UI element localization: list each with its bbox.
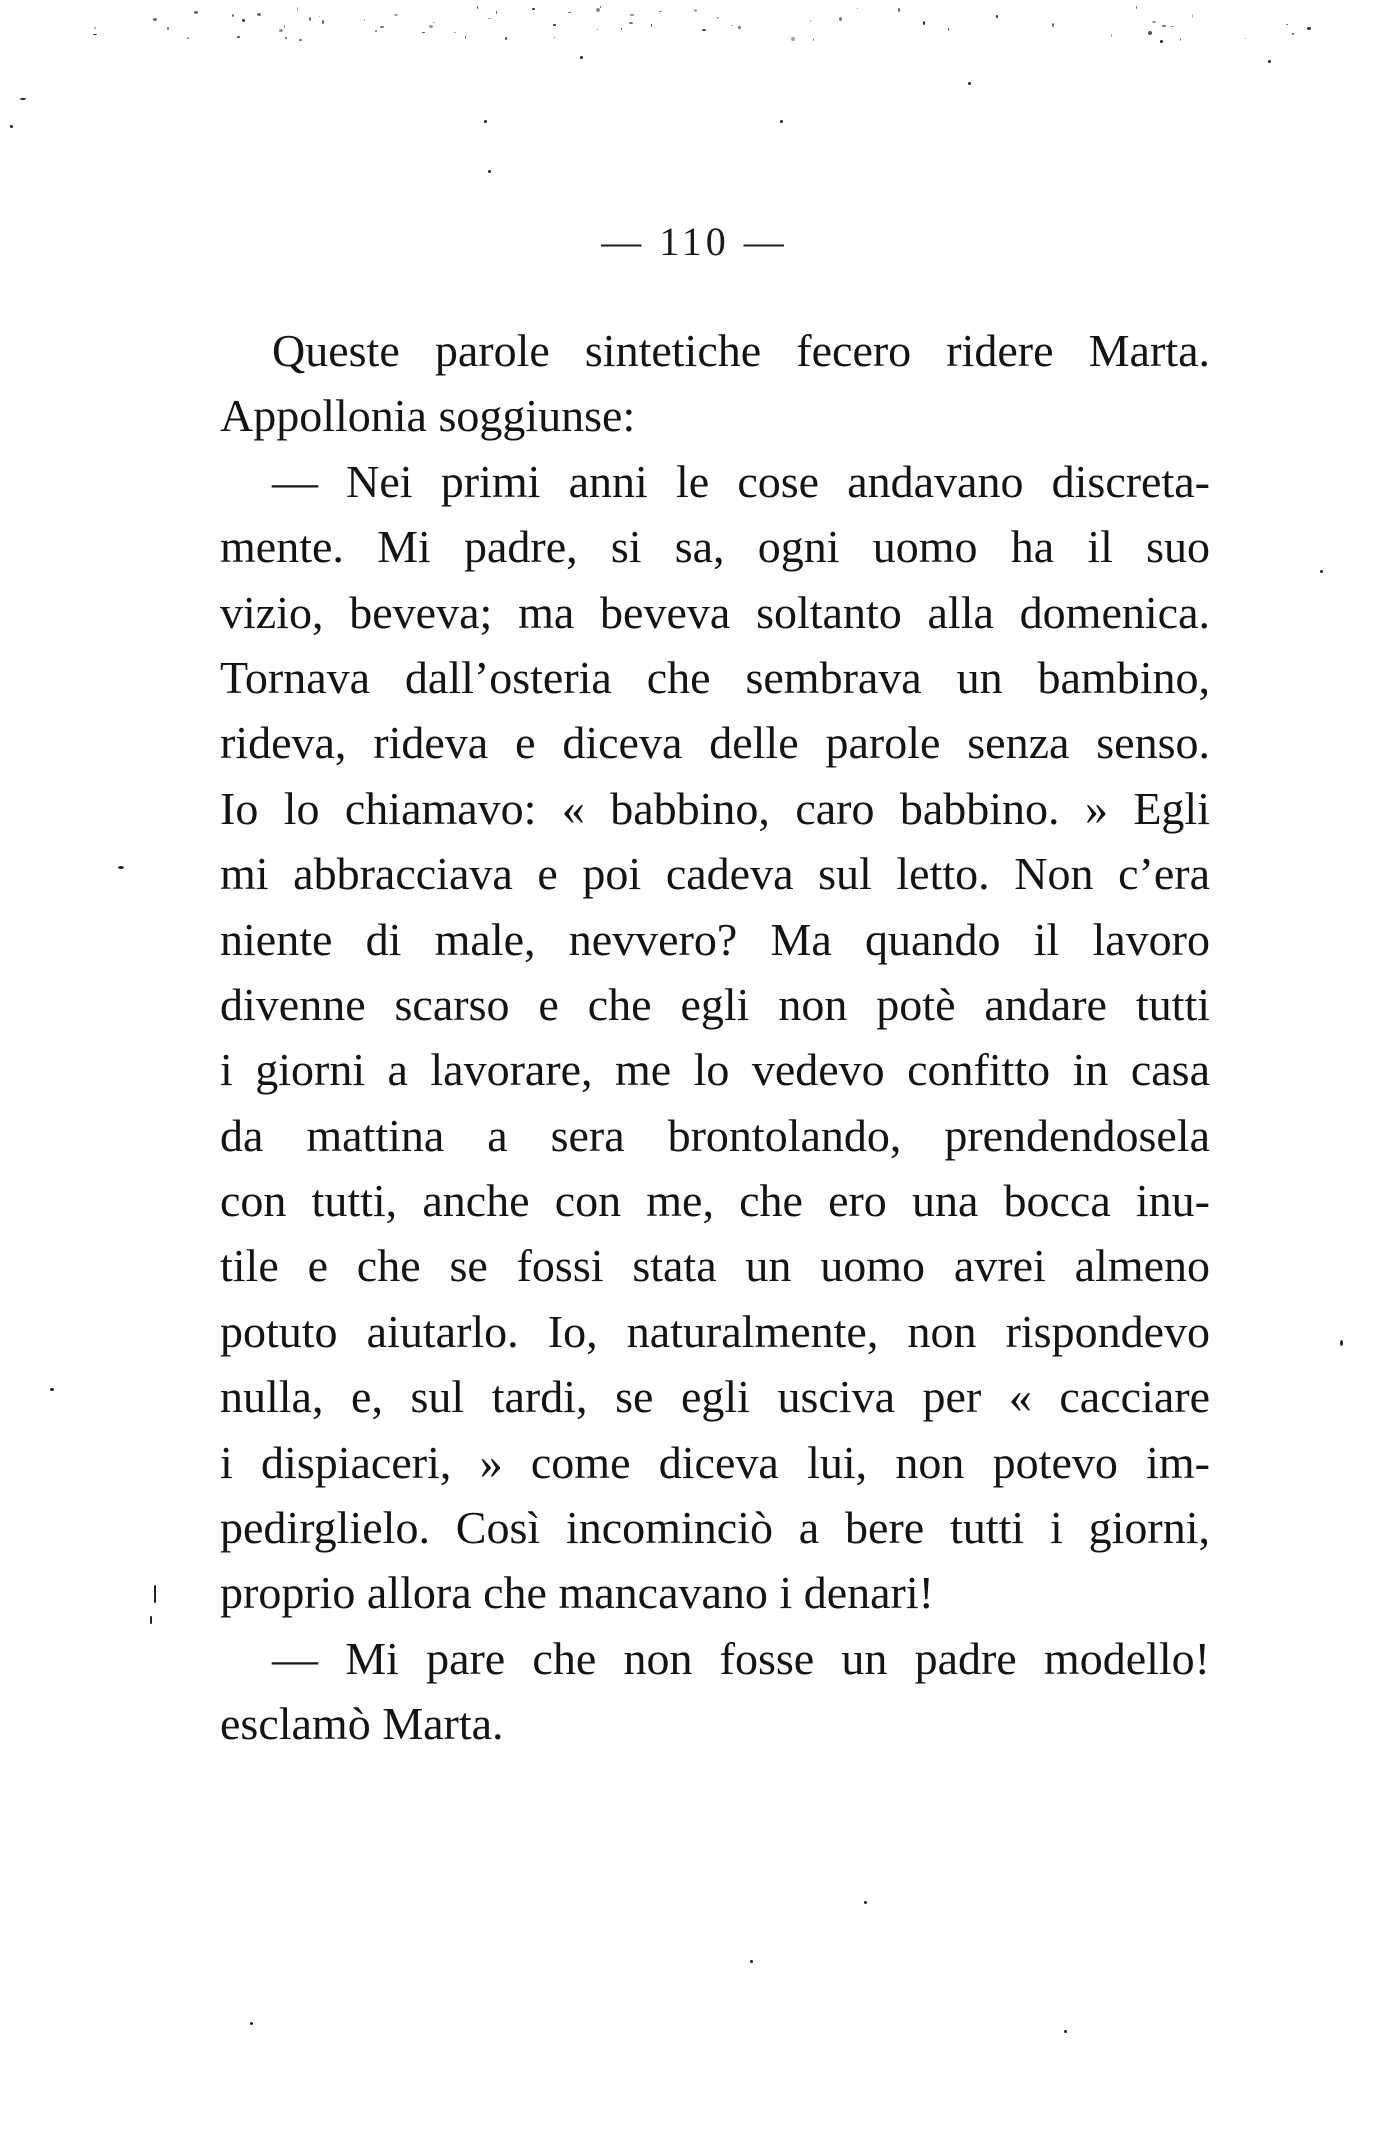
scan-speck xyxy=(309,17,311,21)
scan-speck xyxy=(1160,40,1163,43)
scan-speck xyxy=(659,11,662,12)
scan-speck xyxy=(153,18,157,21)
text-line: Io lo chiamavo: « babbino, caro babbino. » Egli xyxy=(220,782,1210,834)
scan-speck xyxy=(1111,34,1112,37)
scan-speck xyxy=(717,17,719,19)
text-line: — Nei primi anni le cose andavano discreta- xyxy=(272,455,1210,507)
scan-speck xyxy=(731,25,733,26)
text-line: da mattina a sera brontolando, prendendosela xyxy=(220,1109,1210,1161)
scan-speck xyxy=(568,12,571,13)
scan-speck xyxy=(488,170,491,173)
scan-speck xyxy=(454,32,456,33)
scan-speck xyxy=(93,34,97,35)
scan-speck xyxy=(948,28,949,31)
scan-speck xyxy=(375,30,377,32)
scan-speck xyxy=(1152,21,1156,23)
scan-speck xyxy=(187,37,189,39)
scan-speck xyxy=(477,6,478,9)
scan-speck xyxy=(810,20,811,22)
scan-speck xyxy=(600,6,601,8)
text-line: esclamò Marta. xyxy=(220,1698,504,1750)
page-number: — 110 — xyxy=(601,219,788,264)
text-line: i giorni a lavorare, me lo vedevo confitto in casa xyxy=(220,1044,1210,1096)
scan-speck xyxy=(839,17,842,21)
scan-speck xyxy=(1286,24,1288,25)
text-line: mente. Mi padre, si sa, ogni uomo ha il suo xyxy=(220,521,1210,573)
scan-speck xyxy=(597,29,598,30)
scan-speck xyxy=(322,20,324,24)
scan-speck xyxy=(1180,38,1181,41)
scan-speck xyxy=(380,26,384,28)
scan-speck xyxy=(237,36,240,38)
scan-speck xyxy=(488,18,491,19)
scan-speck xyxy=(694,9,697,12)
scan-speck xyxy=(1148,31,1152,35)
scan-speck xyxy=(750,1960,753,1963)
text-line: proprio allora che mancavano i denari! xyxy=(220,1567,934,1619)
scan-speck xyxy=(629,22,633,24)
scan-speck xyxy=(813,38,814,41)
scan-speck xyxy=(968,82,971,85)
scan-speck xyxy=(20,98,26,100)
scan-speck xyxy=(1171,26,1174,27)
text-line: rideva, rideva e diceva delle parole senza senso. xyxy=(220,717,1210,769)
scan-speck xyxy=(364,19,365,21)
scan-speck xyxy=(864,1901,867,1904)
text-line: Appollonia soggiunse: xyxy=(220,390,636,442)
scan-speck xyxy=(284,25,285,28)
scan-speck xyxy=(319,16,320,17)
scan-speck xyxy=(422,32,425,33)
scan-speck xyxy=(465,36,466,39)
scan-speck xyxy=(394,14,398,16)
scan-speck xyxy=(554,37,555,38)
scan-speck xyxy=(898,8,900,12)
scan-speck xyxy=(242,19,245,22)
text-line: niente di male, nevvero? Ma quando il lavoro xyxy=(220,913,1210,965)
scan-speck xyxy=(1245,38,1246,39)
scan-speck xyxy=(630,14,634,16)
scan-speck xyxy=(250,2022,253,2025)
text-line: divenne scarso e che egli non potè andare tutti xyxy=(220,978,1210,1030)
text-line: mi abbracciava e poi cadeva sul letto. Non c’era xyxy=(220,848,1210,900)
scan-speck xyxy=(1307,27,1311,30)
scan-speck xyxy=(429,25,433,28)
scan-speck xyxy=(857,8,858,9)
scan-speck xyxy=(1340,1340,1343,1346)
text-line: con tutti, anche con me, che ero una bocca inu- xyxy=(220,1175,1210,1227)
text-line: Tornava dall’osteria che sembrava un bambino, xyxy=(220,651,1210,703)
text-line: i dispiaceri, » come diceva lui, non potevo im- xyxy=(220,1436,1210,1488)
scan-noise xyxy=(90,6,1330,46)
scan-speck xyxy=(94,27,96,29)
text-line: pedirglielo. Così incominciò a bere tutti i giorni, xyxy=(220,1502,1210,1554)
scan-speck xyxy=(532,8,535,10)
scan-speck xyxy=(297,7,298,11)
scan-speck xyxy=(1052,23,1054,27)
scan-speck xyxy=(1064,2030,1067,2033)
scan-speck xyxy=(50,1388,54,1391)
scan-speck xyxy=(702,29,706,31)
scan-speck xyxy=(118,866,124,869)
scan-speck xyxy=(433,22,435,23)
scan-speck xyxy=(1162,25,1166,27)
scan-speck xyxy=(232,14,234,17)
scan-speck xyxy=(1292,33,1294,35)
scan-speck xyxy=(484,120,487,123)
scan-speck xyxy=(194,11,198,14)
scan-speck xyxy=(553,24,556,26)
scan-speck xyxy=(738,26,741,29)
text-line: tile e che se fossi stata un uomo avrei almeno xyxy=(220,1240,1210,1292)
text-line: — Mi pare che non fosse un padre modello! xyxy=(272,1632,1210,1684)
scan-speck xyxy=(150,1616,152,1624)
scan-speck xyxy=(1136,6,1137,9)
scan-speck xyxy=(791,37,795,41)
scan-speck xyxy=(1320,570,1323,573)
scan-speck xyxy=(496,11,497,14)
text-line: Queste parole sintetiche fecero ridere Marta. xyxy=(272,325,1210,376)
scan-speck xyxy=(923,21,925,25)
scan-speck xyxy=(651,24,652,27)
scan-speck xyxy=(10,125,13,128)
scan-speck xyxy=(279,29,283,32)
scan-speck xyxy=(257,13,261,16)
scan-speck xyxy=(505,37,507,40)
scan-speck xyxy=(1192,14,1193,18)
body-text xyxy=(220,318,1210,1757)
scan-speck xyxy=(621,28,622,30)
scan-speck xyxy=(996,15,998,18)
scan-speck xyxy=(780,120,783,123)
scan-speck xyxy=(154,1585,156,1603)
scan-speck xyxy=(285,37,287,39)
text-line: nulla, e, sul tardi, se egli usciva per « cacciare xyxy=(220,1371,1210,1423)
scan-speck xyxy=(167,27,169,30)
scan-speck xyxy=(580,56,583,59)
scan-speck xyxy=(1268,60,1271,63)
text-line: vizio, beveva; ma beveva soltanto alla domenica. xyxy=(220,586,1210,638)
scan-speck xyxy=(299,39,302,41)
scan-speck xyxy=(596,8,600,12)
text-line: potuto aiutarlo. Io, naturalmente, non rispondevo xyxy=(220,1305,1210,1357)
